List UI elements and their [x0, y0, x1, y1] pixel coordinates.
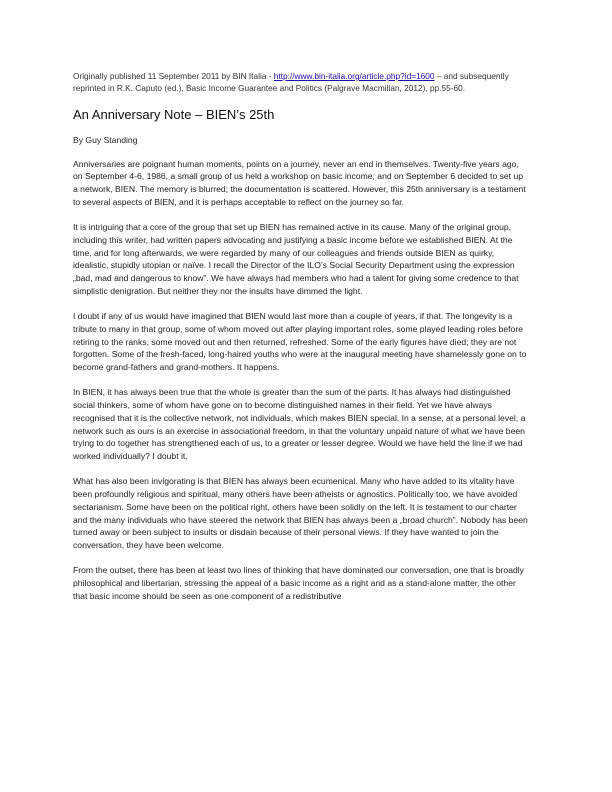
publication-note-suffix: – and subsequently reprinted in R.K. Caputo (ed.), Basic Income Guarantee and Politics (Palgrave Macmillan, 2012), pp.55-60.: [73, 71, 509, 94]
article-byline: By Guy Standing: [73, 134, 138, 145]
paragraph-2: It is intriguing that a core of the group that set up BIEN has remained active in its cause. Many of the original group, including this writer, had written papers advocating and justifying a basic income before we established BIEN. At the time, and for long afterwards, we were regarded by many of our colleagues and friends outside BIEN as quirky, idealistic, stupidly utopian or naïve. I recall the Director of the ILO’s Social Security Department using the expression „bad, mad and dangerous to know”. We have always had members who had a talent for giving some credence to that simplistic denigration. But neither they nor the insults have dimmed the light.: [73, 222, 519, 296]
paragraph-5: What has also been invigorating is that BIEN has always been ecumenical. Many who have added to its vitality have been profoundly religious and spiritual, many others have been atheists or agnostics. Politically too, we have avoided sectarianism. Some have been on the political right, others have been solidly on the left. It is testament to our charter and the many individuals who have steered the network that BIEN has always been a „broad church”. Nobody has been turned away or been subject to insults or disdain because of their personal views. If they have wanted to join the conversation, they have been welcome.: [73, 476, 528, 551]
paragraph-4: In BIEN, it has always been true that the whole is greater than the sum of the parts. It has always had distinguished social thinkers, some of whom have gone on to become distinguished names in their field. Yet we have always recognised that it is the collective network, not individuals, which makes BIEN special. In a sense, at a personal level, a network such as ours is an exercise in associational freedom, in that the voluntary unpaid nature of what we have been trying to do together has strengthened each of us, to a greater or lesser degree. Would we have held the line if we had worked individually? I doubt it.: [73, 387, 526, 462]
publication-note-prefix: Originally published 11 September 2011 by BIN Italia -: [73, 71, 274, 81]
paragraph-3: I doubt if any of us would have imagined that BIEN would last more than a couple of years, if that. The longevity is a tribute to many in that group, some of whom moved out after playing important roles, some played leading roles before retiring to the ranks, some moved out and then returned, refreshed. Some of the early figures have died; they are not forgotten. Some of the fresh-faced, long-haired youths who were at the inaugural meeting have shamelessly gone on to become grand-fathers and grand-mothers. It happens.: [73, 311, 527, 373]
source-link[interactable]: http://www.bin-italia.org/article.php?id=1600: [273, 71, 435, 81]
article-title: An Anniversary Note – BIEN’s 25th: [73, 106, 275, 122]
publication-note: [73, 70, 529, 95]
document-page: [73, 70, 529, 615]
paragraph-1: Anniversaries are poignant human moments, points on a journey, never an end in themselves. Twenty-five years ago, on September 4-6, 1986, a small group of us held a workshop on basic income, and on September 6 decided to set up a network, BIEN. The memory is blurred; the documentation is scattered. However, this 25th anniversary is a testament to several aspects of BIEN, and it is perhaps acceptable to reflect on the journey so far.: [73, 158, 526, 207]
paragraph-6: From the outset, there has been at least two lines of thinking that have dominated our conversation, one that is broadly philosophical and libertarian, stressing the appeal of a basic income as a right and as a stand-alone matter, the other that basic income should be seen as one component of a redistributive: [73, 565, 524, 601]
